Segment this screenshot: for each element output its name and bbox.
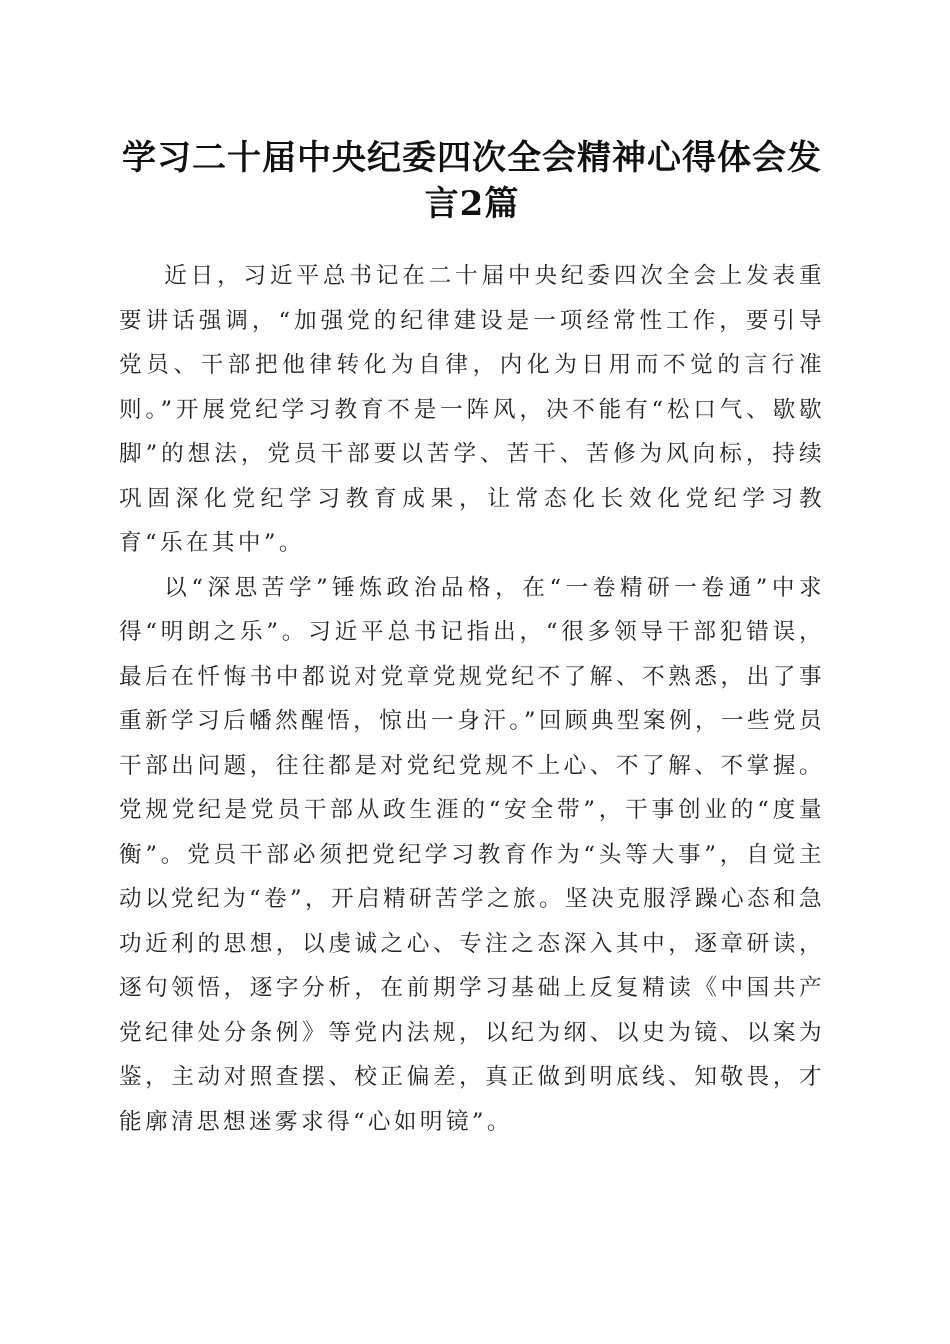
document-title: 学习二十届中央纪委四次全会精神心得体会发言2篇 — [122, 138, 822, 224]
body-paragraph: 以“深思苦学”锤炼政治品格，在“一卷精研一卷通”中求得“明朗之乐”。习近平总书记指出，“很多领导干部犯错误，最后在忏悔书中都说对党章党规党纪不了解、不熟悉，出了事重新学习后幡然醒悟，惊出一身汗。”回顾典型案例，一些党员干部出问题，往往都是对党纪党规不上心、不了解、不掌握。党规党纪是党员干部从政生涯的“安全带”，干事创业的“度量衡”。党员干部必须把党纪学习教育作为“头等大事”，自觉主动以党纪为“卷”，开启精研苦学之旅。坚决克服浮躁心态和急功近利的思想，以虔诚之心、专注之态深入其中，逐章研读，逐句领悟，逐字分析，在前期学习基础上反复精读《中国共产党纪律处分条例》等党内法规，以纪为纲、以史为镜、以案为鉴，主动对照查摆、校正偏差，真正做到明底线、知敬畏，才能廓清思想迷雾求得“心如明镜”。 — [119, 574, 825, 1135]
document-body — [119, 254, 825, 1144]
body-paragraph: 近日，习近平总书记在二十届中央纪委四次全会上发表重要讲话强调，“加强党的纪律建设是一项经常性工作，要引导党员、干部把他律转化为自律，内化为日用而不觉的言行准则。”开展党纪学习教育不是一阵风，决不能有“松口气、歇歇脚”的想法，党员干部要以苦学、苦干、苦修为风向标，持续巩固深化党纪学习教育成果，让常态化长效化党纪学习教育“乐在其中”。 — [119, 263, 825, 556]
